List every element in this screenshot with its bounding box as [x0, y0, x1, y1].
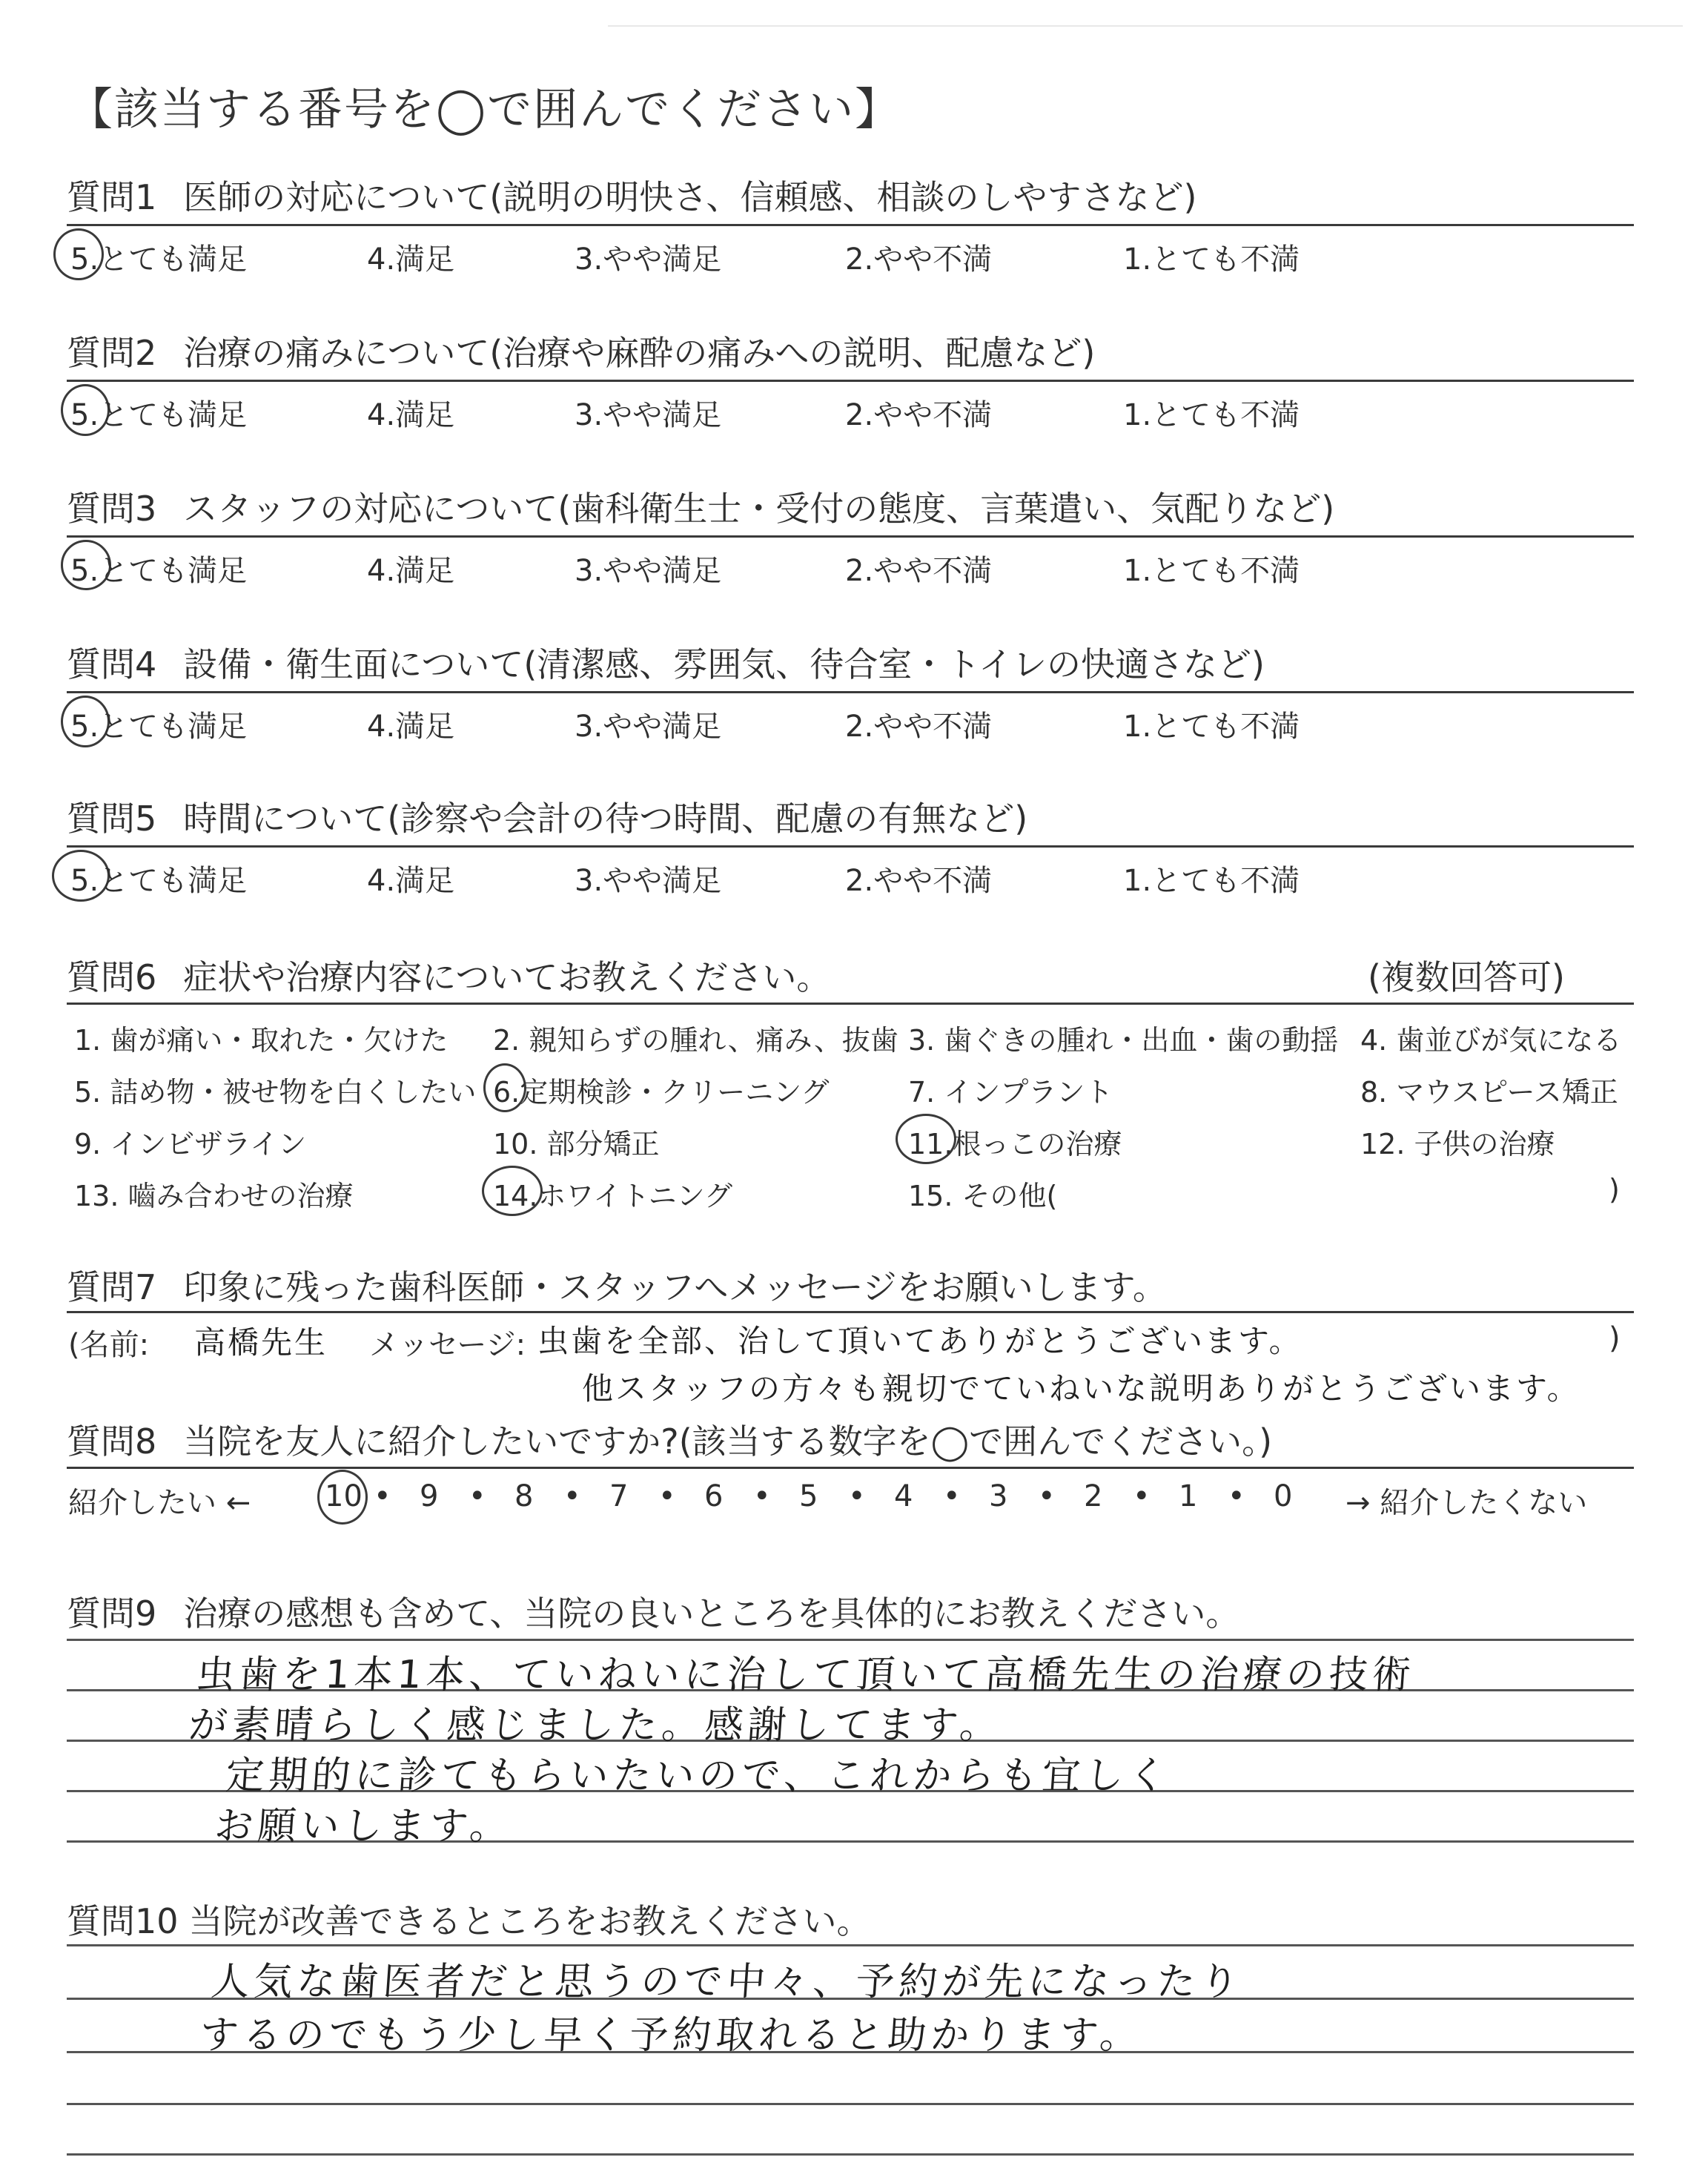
q6-option-11[interactable]: 11.根っこの治療: [908, 1128, 1122, 1160]
q6-option-14[interactable]: 14.ホワイトニング: [493, 1180, 733, 1212]
multiple-answers-note: (複数回答可): [1368, 957, 1565, 997]
question-number: 質問5: [67, 799, 157, 839]
scale-separator: •: [1228, 1479, 1245, 1513]
q6-option-15[interactable]: 15. その他(: [908, 1180, 1058, 1212]
scale-value-10[interactable]: 10: [325, 1479, 363, 1513]
message-label: メッセージ:: [369, 1328, 526, 1362]
question-8: [67, 1415, 1272, 1464]
q10-answer-line-2: するのでもう少し早く予約取れると助かります。: [198, 2013, 1145, 2058]
question-2: [67, 326, 1095, 375]
option-2[interactable]: 2.やや不満: [845, 242, 993, 277]
scale-value-0[interactable]: 0: [1274, 1479, 1293, 1513]
q6-option-4[interactable]: 4. 歯並びが気になる: [1360, 1024, 1622, 1057]
option-3[interactable]: 3.やや満足: [575, 710, 722, 744]
question-number: 質問4: [67, 644, 157, 684]
scale-separator: •: [1038, 1479, 1056, 1513]
question-text: 治療の痛みについて(治療や麻酔の痛みへの説明、配慮など): [183, 333, 1096, 373]
q6-option-10[interactable]: 10. 部分矯正: [493, 1128, 660, 1160]
scale-value-8[interactable]: 8: [514, 1479, 534, 1513]
scale-separator: •: [374, 1479, 391, 1513]
option-1[interactable]: 1.とても不満: [1123, 242, 1300, 277]
scale-right-label: → 紹介したくない: [1345, 1486, 1588, 1520]
q10-answer-line-1: 人気な歯医者だと思うので中々、予約が先になったり: [209, 1960, 1245, 2004]
question-text: 当院が改善できるところをお教えください。: [188, 1901, 871, 1941]
scale-value-2[interactable]: 2: [1084, 1479, 1103, 1513]
answer-line: [67, 2103, 1634, 2105]
q9-answer-line-2: が素晴らしく感じました。感謝してます。: [187, 1703, 1004, 1748]
question-text: 印象に残った歯科医師・スタッフへメッセージをお願いします。: [183, 1267, 1167, 1307]
q9-answer-line-4: お願いします。: [213, 1804, 514, 1849]
option-1[interactable]: 1.とても不満: [1123, 710, 1300, 744]
option-1[interactable]: 1.とても不満: [1123, 398, 1300, 432]
option-5[interactable]: 5.とても満足: [70, 398, 248, 432]
question-6: [67, 951, 830, 1000]
scale-separator: •: [563, 1479, 581, 1513]
option-1[interactable]: 1.とても不満: [1123, 864, 1300, 898]
option-3[interactable]: 3.やや満足: [575, 398, 722, 432]
question-text: 当院を友人に紹介したいですか?(該当する数字を◯で囲んでください。): [183, 1421, 1273, 1462]
message-line-2: 他スタッフの方々も親切でていねいな説明ありがとうございます。: [582, 1370, 1580, 1407]
name-value: 高橋先生: [194, 1324, 328, 1361]
scale-separator: •: [1133, 1479, 1151, 1513]
message-close-paren: ): [1609, 1321, 1621, 1355]
option-5[interactable]: 5.とても満足: [70, 242, 248, 277]
q9-answer-line-1: 虫歯を1本1本、ていねいに治して頂いて高橋先生の治療の技術: [194, 1653, 1417, 1697]
answer-line: [67, 1944, 1634, 1946]
question-5-rule: [67, 845, 1634, 848]
question-4: [67, 638, 1265, 687]
question-1-rule: [67, 224, 1634, 226]
question-number: 質問2: [67, 333, 157, 373]
q6-option-1[interactable]: 1. 歯が痛い・取れた・欠けた: [74, 1024, 448, 1057]
question-text: 治療の感想も含めて、当院の良いところを具体的にお教えください。: [183, 1593, 1240, 1634]
scale-separator: •: [753, 1479, 771, 1513]
q6-option-13[interactable]: 13. 嚙み合わせの治療: [74, 1180, 354, 1212]
scale-separator: •: [658, 1479, 676, 1513]
scale-value-1[interactable]: 1: [1179, 1479, 1198, 1513]
q6-option-12[interactable]: 12. 子供の治療: [1360, 1128, 1555, 1160]
option-2[interactable]: 2.やや不満: [845, 398, 993, 432]
option-4[interactable]: 4.満足: [367, 864, 455, 898]
q6-option-7[interactable]: 7. インプラント: [908, 1076, 1113, 1109]
question-text: 医師の対応について(説明の明快さ、信頼感、相談のしやすさなど): [183, 177, 1197, 217]
option-5[interactable]: 5.とても満足: [70, 554, 248, 588]
scale-value-4[interactable]: 4: [894, 1479, 913, 1513]
question-number: 質問1: [67, 177, 157, 217]
option-4[interactable]: 4.満足: [367, 398, 455, 432]
option-5[interactable]: 5.とても満足: [70, 864, 248, 898]
question-1: [67, 171, 1196, 219]
answer-line: [67, 2153, 1634, 2156]
question-number: 質問7: [67, 1267, 157, 1307]
scale-separator: •: [943, 1479, 961, 1513]
question-3: [67, 482, 1334, 531]
option-1[interactable]: 1.とても不満: [1123, 554, 1300, 588]
scale-value-3[interactable]: 3: [989, 1479, 1008, 1513]
option-4[interactable]: 4.満足: [367, 242, 455, 277]
option-4[interactable]: 4.満足: [367, 710, 455, 744]
question-text: 時間について(診察や会計の待つ時間、配慮の有無など): [183, 799, 1028, 839]
option-5[interactable]: 5.とても満足: [70, 710, 248, 744]
q6-option-8[interactable]: 8. マウスピース矯正: [1360, 1076, 1618, 1109]
question-number: 質問6: [67, 957, 157, 997]
option-3[interactable]: 3.やや満足: [575, 864, 722, 898]
question-7: [67, 1261, 1167, 1309]
scale-left-label: 紹介したい ←: [68, 1486, 251, 1520]
message-line-1: 虫歯を全部、治して頂いてありがとうございます。: [537, 1323, 1302, 1359]
option-2[interactable]: 2.やや不満: [845, 864, 993, 898]
name-label: (名前:: [68, 1328, 150, 1362]
scan-edge-mark: [608, 25, 1683, 27]
answer-line: [67, 1639, 1634, 1641]
question-8-rule: [67, 1467, 1634, 1469]
question-number: 質問10: [67, 1901, 179, 1941]
q6-option-5[interactable]: 5. 詰め物・被せ物を白くしたい: [74, 1076, 477, 1109]
question-3-rule: [67, 535, 1634, 538]
question-2-rule: [67, 380, 1634, 382]
scale-value-9[interactable]: 9: [420, 1479, 439, 1513]
question-text: スタッフの対応について(歯科衛生士・受付の態度、言葉遣い、気配りなど): [183, 489, 1335, 529]
scale-value-6[interactable]: 6: [704, 1479, 724, 1513]
question-5: [67, 792, 1027, 841]
question-text: 症状や治療内容についてお教えください。: [183, 957, 831, 997]
scale-value-5[interactable]: 5: [799, 1479, 818, 1513]
question-9: [67, 1587, 1239, 1636]
question-7-rule: [67, 1311, 1634, 1313]
other-close-paren: ): [1609, 1173, 1620, 1206]
option-2[interactable]: 2.やや不満: [845, 554, 993, 588]
q6-option-9[interactable]: 9. インビザライン: [74, 1128, 307, 1160]
scale-separator: •: [848, 1479, 866, 1513]
question-number: 質問3: [67, 489, 157, 529]
question-4-rule: [67, 691, 1634, 693]
question-number: 質問9: [67, 1593, 157, 1634]
option-3[interactable]: 3.やや満足: [575, 554, 722, 588]
question-10: [67, 1895, 871, 1943]
option-2[interactable]: 2.やや不満: [845, 710, 993, 744]
form-title: 【該当する番号を◯で囲んでください】: [68, 84, 901, 136]
question-6-rule: [67, 1003, 1634, 1005]
question-text: 設備・衛生面について(清潔感、雰囲気、待合室・トイレの快適さなど): [183, 644, 1265, 684]
q6-option-2[interactable]: 2. 親知らずの腫れ、痛み、抜歯: [493, 1024, 898, 1057]
question-number: 質問8: [67, 1421, 157, 1462]
option-4[interactable]: 4.満足: [367, 554, 455, 588]
q6-option-6[interactable]: 6.定期検診・クリーニング: [493, 1076, 830, 1109]
scale-value-7[interactable]: 7: [609, 1479, 629, 1513]
option-3[interactable]: 3.やや満足: [575, 242, 722, 277]
q9-answer-line-3: 定期的に診てもらいたいので、これからも宜しく: [224, 1754, 1173, 1798]
scale-separator: •: [469, 1479, 486, 1513]
q6-option-3[interactable]: 3. 歯ぐきの腫れ・出血・歯の動揺: [908, 1024, 1339, 1057]
